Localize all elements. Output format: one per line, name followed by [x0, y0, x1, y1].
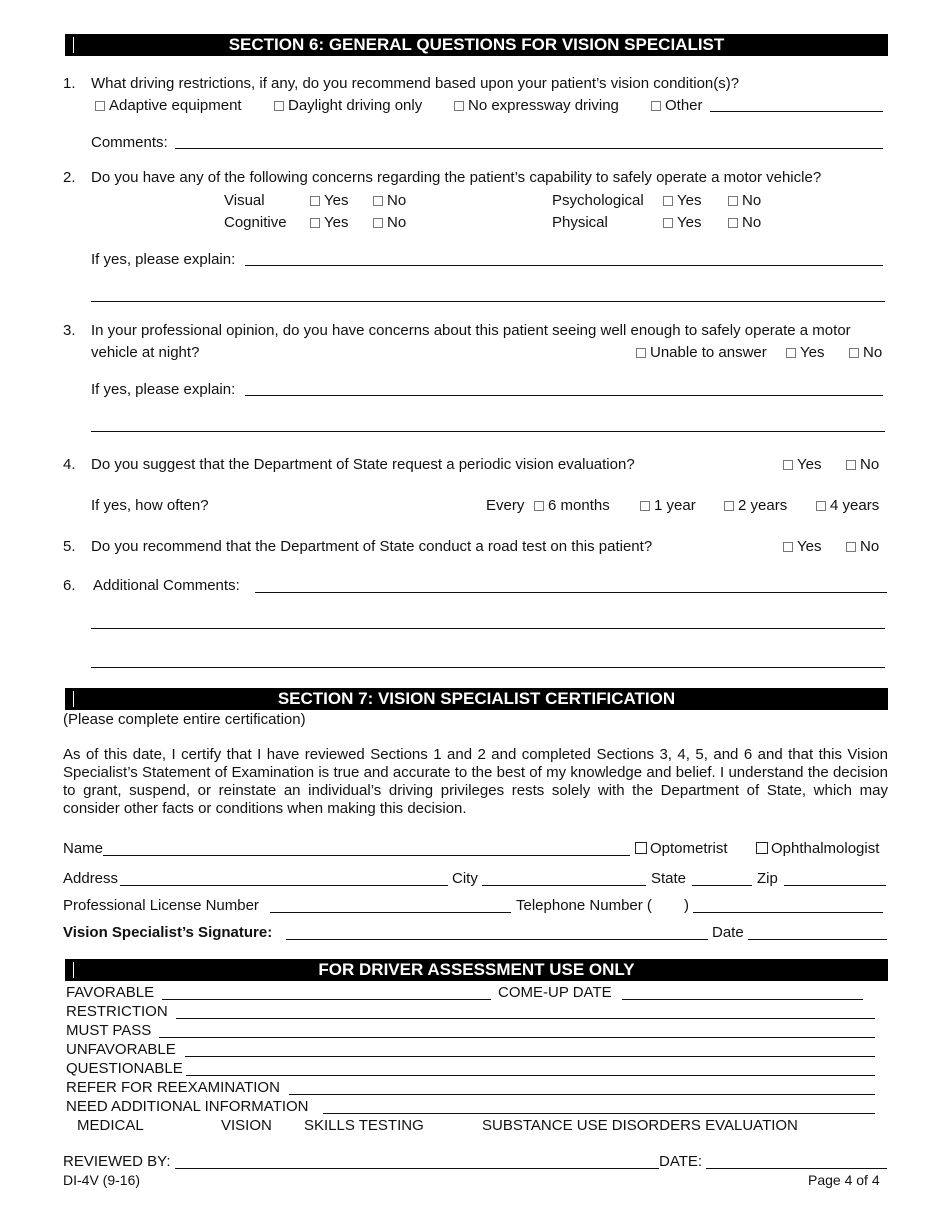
- q2-physical-no[interactable]: No: [728, 214, 761, 231]
- q1-option-daylight[interactable]: Daylight driving only: [274, 97, 422, 114]
- must-pass-field[interactable]: [159, 1037, 875, 1038]
- q3-no[interactable]: No: [849, 344, 882, 361]
- q3-unable[interactable]: Unable to answer: [636, 344, 767, 361]
- signature-field[interactable]: [286, 939, 708, 940]
- q6-field-2[interactable]: [91, 628, 885, 629]
- q4-no[interactable]: No: [846, 456, 879, 473]
- name-label: Name: [63, 840, 104, 857]
- q4-text: Do you suggest that the Department of State request a periodic vision evaluation?: [91, 456, 635, 473]
- need-info-label: NEED ADDITIONAL INFORMATION: [66, 1098, 309, 1115]
- certification-note: (Please complete entire certification): [63, 711, 306, 728]
- q3-explain-field[interactable]: [245, 395, 883, 396]
- header-tick: [73, 37, 74, 53]
- form-id: DI-4V (9-16): [63, 1172, 141, 1188]
- header-tick: [73, 691, 74, 707]
- restriction-label: RESTRICTION: [66, 1003, 168, 1020]
- q4-every-label: Every: [486, 497, 525, 514]
- q2-visual-label: Visual: [224, 192, 265, 209]
- signature-label: Vision Specialist’s Signature:: [63, 924, 273, 941]
- certification-statement: As of this date, I certify that I have reviewed Sections 1 and 2 and completed Sections 3, 4, 5, and 6 and that this Vision Specialist’s Statement of Examination is true and accurate to the best of my knowledge and belief. I understand the decision to grant, suspend, or reinstate an individual’s driving privileges rests solely with the Department of State, which may consider other facts or conditions when making this decision.: [63, 746, 888, 817]
- comeup-date-label: COME-UP DATE: [498, 984, 612, 1001]
- phone-paren-close: ): [684, 897, 689, 914]
- checkbox[interactable]: [728, 196, 738, 206]
- license-label: Professional License Number: [63, 897, 259, 914]
- reviewed-date-label: DATE:: [659, 1153, 703, 1170]
- q2-text: Do you have any of the following concerns regarding the patient’s capability to safely operate a motor vehicle?: [91, 169, 822, 186]
- license-field[interactable]: [270, 912, 511, 913]
- zip-label: Zip: [757, 870, 778, 887]
- q2-psychological-label: Psychological: [552, 192, 644, 209]
- q2-physical-label: Physical: [552, 214, 608, 231]
- checkbox[interactable]: [783, 542, 793, 552]
- unfavorable-label: UNFAVORABLE: [66, 1041, 176, 1058]
- questionable-label: QUESTIONABLE: [66, 1060, 183, 1077]
- q4-interval-1-year[interactable]: 1 year: [640, 497, 696, 514]
- q2-cognitive-yes[interactable]: Yes: [310, 214, 348, 231]
- q2-psychological-yes[interactable]: Yes: [663, 192, 701, 209]
- checkbox[interactable]: [756, 842, 768, 854]
- checkbox[interactable]: [454, 101, 464, 111]
- favorable-field[interactable]: [162, 999, 491, 1000]
- q4-how-often-label: If yes, how often?: [91, 497, 209, 514]
- checkbox[interactable]: [635, 842, 647, 854]
- q6-number: 6.: [63, 577, 76, 594]
- q3-text-line1: In your professional opinion, do you have concerns about this patient seeing well enough to safely operate a motor: [91, 322, 851, 339]
- q5-number: 5.: [63, 538, 76, 555]
- refer-label: REFER FOR REEXAMINATION: [66, 1079, 280, 1096]
- checkbox[interactable]: [95, 101, 105, 111]
- zip-field[interactable]: [784, 885, 886, 886]
- q6-field[interactable]: [255, 592, 887, 593]
- q1-comments-label: Comments:: [91, 134, 168, 151]
- unfavorable-field[interactable]: [185, 1056, 875, 1057]
- q2-number: 2.: [63, 169, 76, 186]
- checkbox[interactable]: [728, 218, 738, 228]
- q5-text: Do you recommend that the Department of State conduct a road test on this patient?: [91, 538, 653, 555]
- q3-number: 3.: [63, 322, 76, 339]
- checkbox[interactable]: [849, 348, 859, 358]
- driver-assessment-title: FOR DRIVER ASSESSMENT USE ONLY: [318, 960, 635, 979]
- q3-explain-label: If yes, please explain:: [91, 381, 236, 398]
- checkbox[interactable]: [846, 460, 856, 470]
- checkbox[interactable]: [534, 501, 544, 511]
- need-info-field[interactable]: [323, 1113, 875, 1114]
- section-6-title: SECTION 6: GENERAL QUESTIONS FOR VISION SPECIALIST: [228, 35, 725, 54]
- checkbox[interactable]: [373, 218, 383, 228]
- name-field[interactable]: [103, 855, 630, 856]
- reviewed-date-field[interactable]: [706, 1168, 887, 1169]
- section-6-header: [65, 34, 888, 56]
- category-substance-use: SUBSTANCE USE DISORDERS EVALUATION: [482, 1117, 798, 1134]
- header-tick: [73, 962, 74, 978]
- q1-text: What driving restrictions, if any, do you recommend based upon your patient’s vision condition(s)?: [91, 75, 740, 92]
- checkbox[interactable]: [651, 101, 661, 111]
- q2-cognitive-no[interactable]: No: [373, 214, 406, 231]
- refer-field[interactable]: [289, 1094, 875, 1095]
- q4-number: 4.: [63, 456, 76, 473]
- phone-label: Telephone Number (: [516, 897, 652, 914]
- address-label: Address: [63, 870, 119, 887]
- q1-option-expressway[interactable]: No expressway driving: [454, 97, 619, 114]
- category-vision: VISION: [221, 1117, 272, 1134]
- q2-explain-label: If yes, please explain:: [91, 251, 236, 268]
- checkbox[interactable]: [663, 218, 673, 228]
- state-label: State: [651, 870, 687, 887]
- ophthalmologist-option[interactable]: Ophthalmologist: [756, 840, 879, 857]
- q1-option-adaptive[interactable]: Adaptive equipment: [95, 97, 242, 114]
- q2-cognitive-label: Cognitive: [224, 214, 287, 231]
- checkbox[interactable]: [663, 196, 673, 206]
- date-field[interactable]: [748, 939, 887, 940]
- q6-label: Additional Comments:: [93, 577, 240, 594]
- checkbox[interactable]: [783, 460, 793, 470]
- comeup-date-field[interactable]: [622, 999, 863, 1000]
- q2-visual-no[interactable]: No: [373, 192, 406, 209]
- section-7-title: SECTION 7: VISION SPECIALIST CERTIFICATION: [277, 689, 676, 708]
- q1-other-field[interactable]: [710, 111, 883, 112]
- checkbox[interactable]: [786, 348, 796, 358]
- favorable-label: FAVORABLE: [66, 984, 155, 1001]
- city-field[interactable]: [482, 885, 646, 886]
- q4-interval-6-months[interactable]: 6 months: [534, 497, 610, 514]
- q2-visual-yes[interactable]: Yes: [310, 192, 348, 209]
- q4-yes[interactable]: Yes: [783, 456, 821, 473]
- q2-physical-yes[interactable]: Yes: [663, 214, 701, 231]
- q4-interval-4-years[interactable]: 4 years: [816, 497, 879, 514]
- checkbox[interactable]: [636, 348, 646, 358]
- q3-yes[interactable]: Yes: [786, 344, 824, 361]
- optometrist-option[interactable]: Optometrist: [635, 840, 728, 857]
- q4-interval-2-years[interactable]: 2 years: [724, 497, 787, 514]
- checkbox[interactable]: [310, 196, 320, 206]
- category-skills-testing: SKILLS TESTING: [304, 1117, 424, 1134]
- q1-option-other[interactable]: Other: [651, 97, 703, 114]
- checkbox[interactable]: [640, 501, 650, 511]
- q2-psychological-no[interactable]: No: [728, 192, 761, 209]
- address-field[interactable]: [120, 885, 448, 886]
- q6-field-3[interactable]: [91, 667, 885, 668]
- reviewed-by-field[interactable]: [175, 1168, 659, 1169]
- checkbox[interactable]: [846, 542, 856, 552]
- reviewed-by-label: REVIEWED BY:: [63, 1153, 171, 1170]
- section-7-header: [65, 688, 888, 710]
- checkbox[interactable]: [373, 196, 383, 206]
- checkbox[interactable]: [724, 501, 734, 511]
- checkbox[interactable]: [816, 501, 826, 511]
- checkbox[interactable]: [310, 218, 320, 228]
- q1-number: 1.: [63, 75, 76, 92]
- must-pass-label: MUST PASS: [66, 1022, 152, 1039]
- q1-comments-field[interactable]: [175, 148, 883, 149]
- checkbox[interactable]: [274, 101, 284, 111]
- driver-assessment-header: [65, 959, 888, 981]
- q2-explain-field[interactable]: [245, 265, 883, 266]
- q5-yes[interactable]: Yes: [783, 538, 821, 555]
- city-label: City: [452, 870, 478, 887]
- date-label: Date: [712, 924, 744, 941]
- q2-explain-field-2[interactable]: [91, 301, 885, 302]
- q5-no[interactable]: No: [846, 538, 879, 555]
- questionable-field[interactable]: [186, 1075, 875, 1076]
- restriction-field[interactable]: [176, 1018, 875, 1019]
- state-field[interactable]: [692, 885, 752, 886]
- category-medical: MEDICAL: [77, 1117, 144, 1134]
- phone-field[interactable]: [693, 912, 883, 913]
- q3-explain-field-2[interactable]: [91, 431, 885, 432]
- page-number: Page 4 of 4: [808, 1172, 880, 1188]
- q3-text-line2: vehicle at night?: [91, 344, 200, 361]
